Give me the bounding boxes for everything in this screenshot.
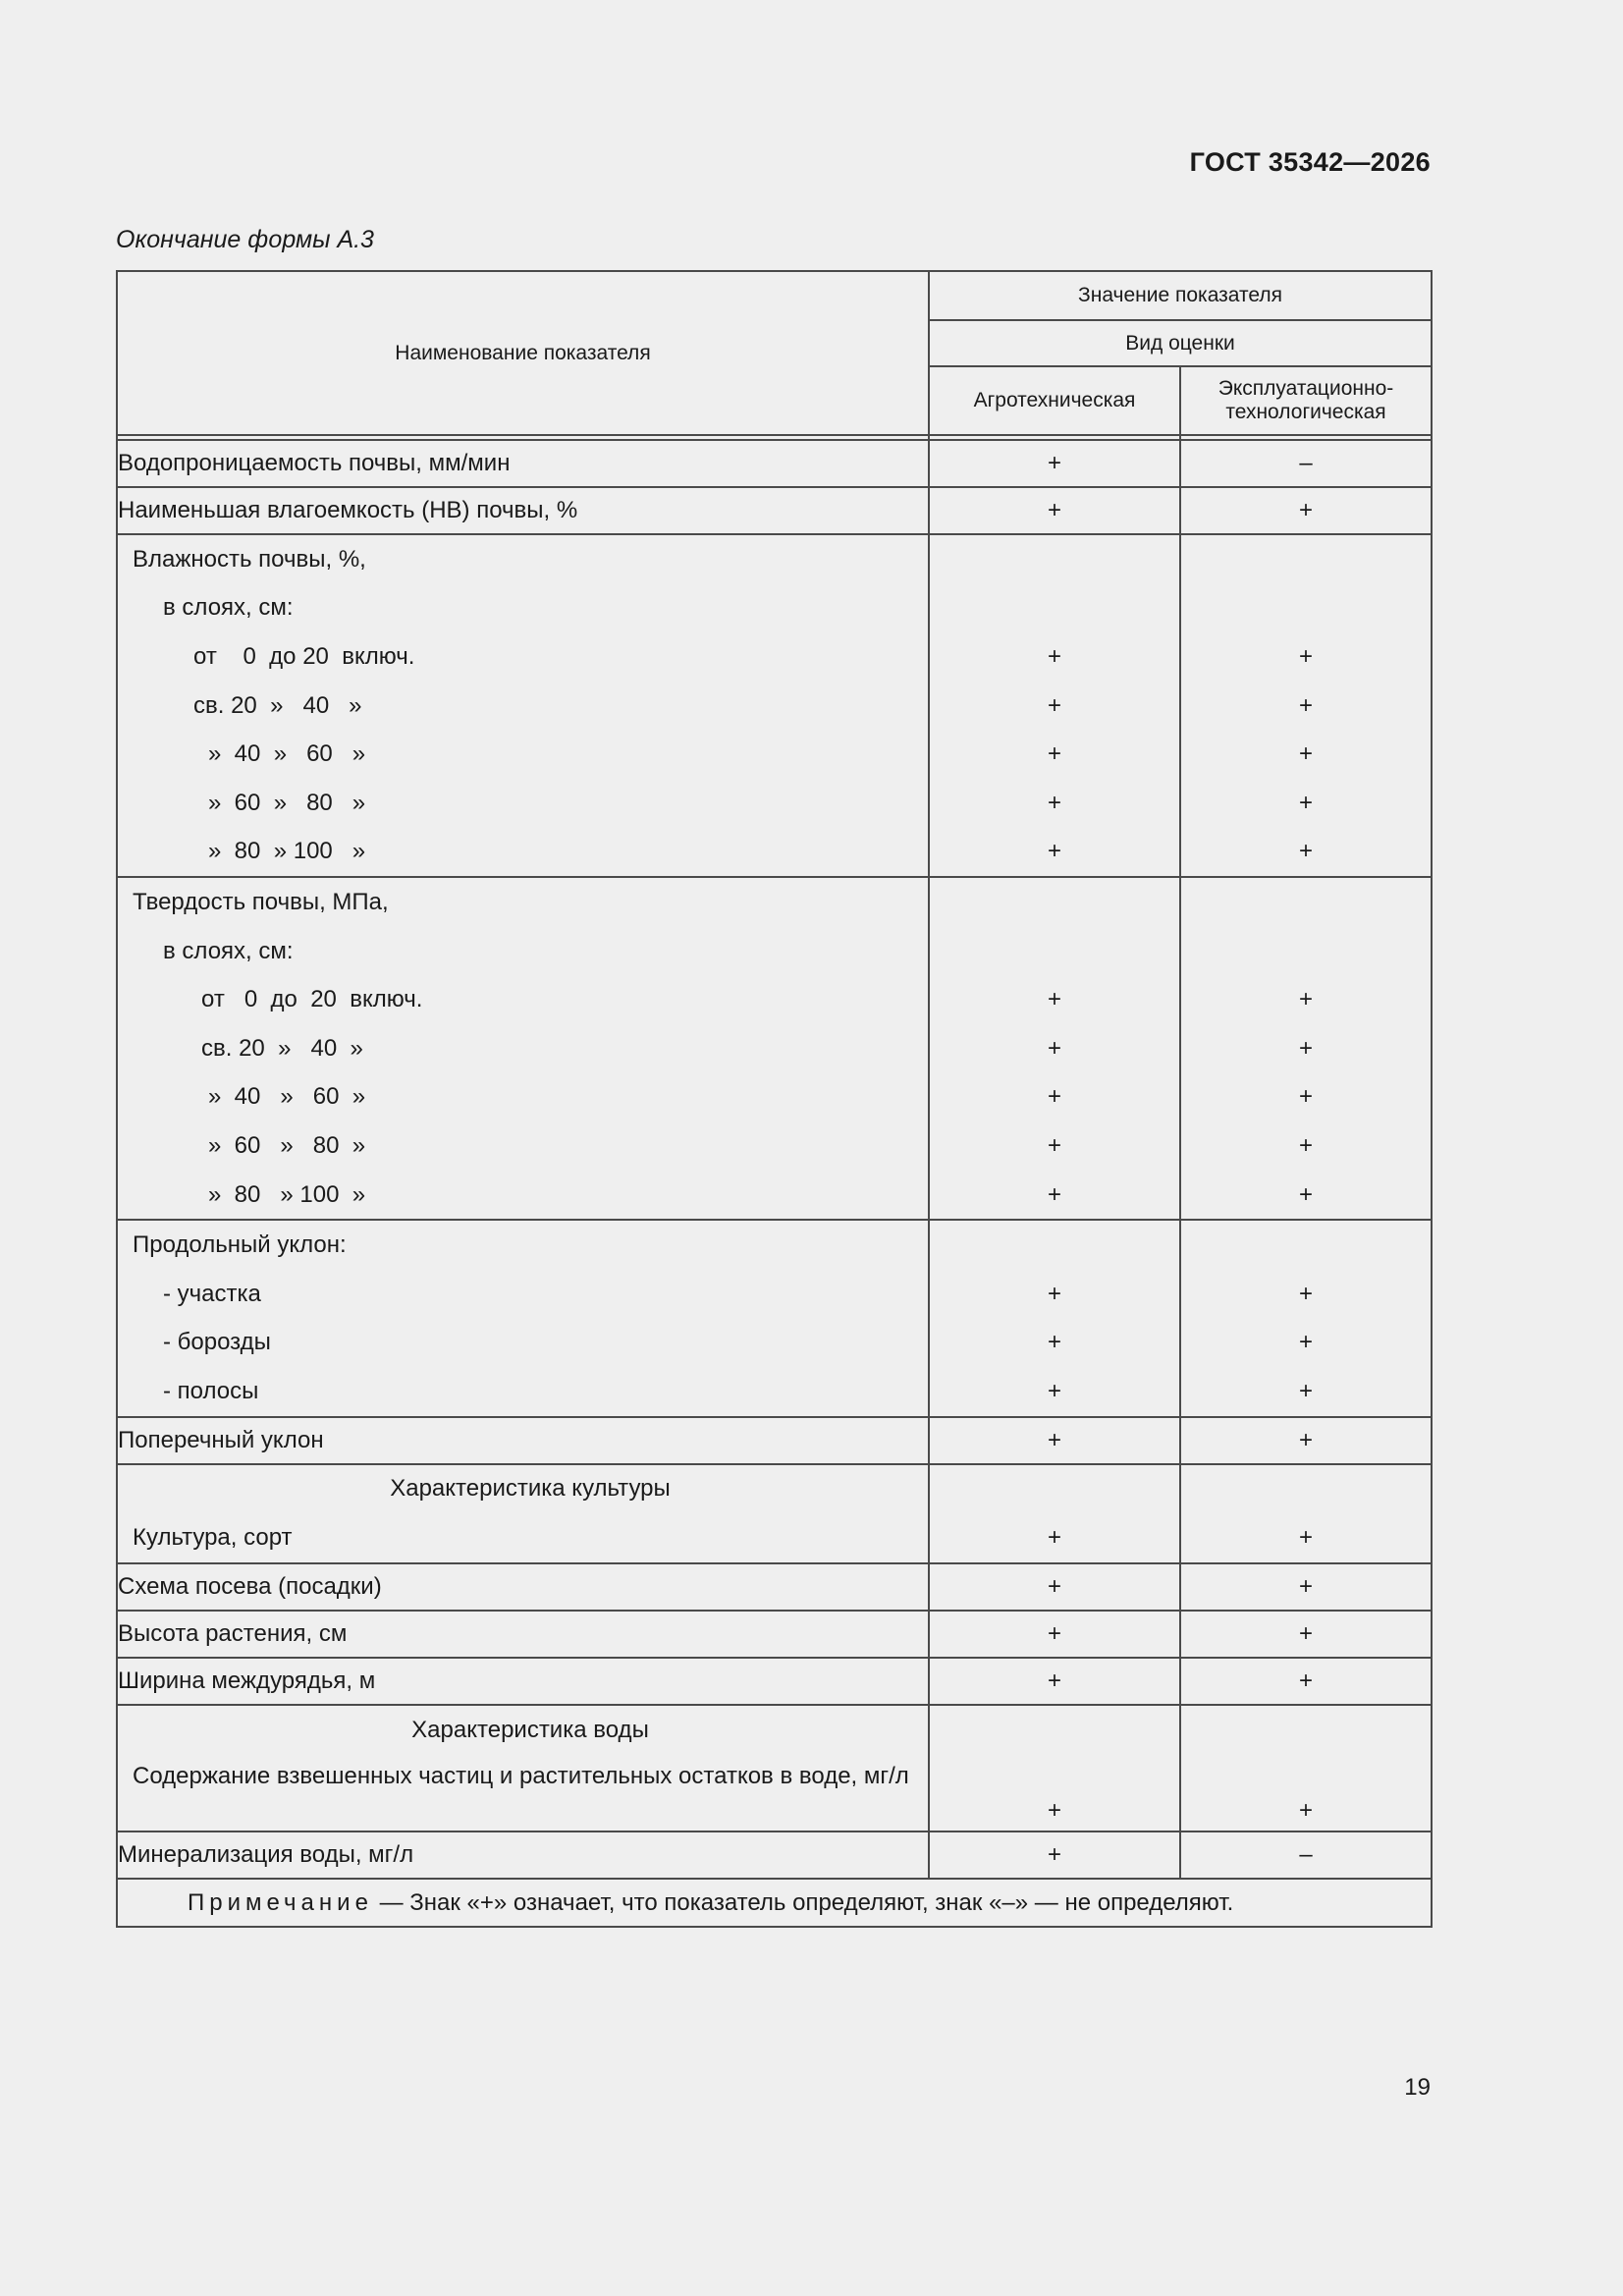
table-note — [117, 1879, 1432, 1927]
row-name: Наименьшая влагоемкость (НВ) почвы, % — [117, 487, 929, 534]
row-value-oper: + — [1299, 642, 1314, 670]
row-value-agro: + — [1047, 642, 1061, 670]
section-title-water: Характеристика воды — [411, 1716, 649, 1743]
layer-label: » 80 » 100 » — [208, 1180, 366, 1208]
row-value-oper: + — [1299, 1329, 1314, 1356]
row-value-agro: + — [929, 1831, 1180, 1879]
row-value-oper: + — [1299, 1524, 1314, 1552]
row-name: Ширина междурядья, м — [117, 1658, 929, 1705]
table-row-group — [117, 1464, 1432, 1563]
page-number: 19 — [1404, 2074, 1431, 2101]
row-value-agro: + — [1047, 1083, 1061, 1111]
indicator-table — [116, 270, 1433, 1928]
row-name: Культура, сорт — [133, 1524, 293, 1552]
layer-label: » 60 » 80 » — [208, 789, 366, 816]
row-value-oper: + — [1299, 838, 1314, 865]
header-operational: Эксплуатационно-технологическая — [1180, 366, 1432, 435]
row-value-agro: + — [1047, 1329, 1061, 1356]
group-subtitle: в слоях, см: — [163, 594, 294, 622]
table-row — [117, 1563, 1432, 1611]
layer-label: » 80 » 100 » — [208, 838, 366, 865]
row-name: Содержание взвешенных частиц и растительных остатков в воде, мг/л — [133, 1763, 909, 1790]
header-indicator-value: Значение показателя — [929, 271, 1432, 320]
table-row-group — [117, 1705, 1432, 1832]
row-value-agro: + — [929, 487, 1180, 534]
row-value-agro: + — [1047, 1131, 1061, 1159]
row-value-oper: + — [1180, 1658, 1432, 1705]
row-value-oper: – — [1180, 1831, 1432, 1879]
layer-label: св. 20 » 40 » — [193, 691, 362, 719]
table-caption: Окончание формы А.3 — [116, 226, 374, 253]
row-name: Схема посева (посадки) — [117, 1563, 929, 1611]
row-value-oper: + — [1180, 1563, 1432, 1611]
table-row — [117, 440, 1432, 487]
group-title: Продольный уклон: — [133, 1231, 347, 1259]
note-text: — Знак «+» означает, что показатель определяют, знак «–» — не определяют. — [372, 1888, 1234, 1916]
table-row-group — [117, 534, 1432, 877]
row-value-agro: + — [929, 1417, 1180, 1464]
row-value-agro: + — [1047, 1034, 1061, 1062]
row-value-oper: + — [1299, 691, 1314, 719]
layer-label: от 0 до 20 включ. — [201, 986, 423, 1013]
row-value-oper: + — [1299, 1083, 1314, 1111]
row-value-oper: + — [1299, 1377, 1314, 1404]
layer-label: » 60 » 80 » — [208, 1131, 366, 1159]
row-name: Водопроницаемость почвы, мм/мин — [117, 440, 929, 487]
row-value-agro: + — [1047, 691, 1061, 719]
table-row-group — [117, 1220, 1432, 1416]
row-value-oper: + — [1299, 1797, 1314, 1825]
layer-label: св. 20 » 40 » — [201, 1034, 363, 1062]
header-agrotechnical: Агротехническая — [929, 366, 1180, 435]
table-row — [117, 1658, 1432, 1705]
row-name: Высота растения, см — [117, 1611, 929, 1658]
table-row — [117, 1831, 1432, 1879]
row-value-oper: + — [1299, 986, 1314, 1013]
section-title-culture: Характеристика культуры — [390, 1475, 671, 1503]
row-value-oper: + — [1299, 789, 1314, 816]
document-code: ГОСТ 35342—2026 — [1189, 147, 1431, 177]
slope-item: - полосы — [163, 1377, 259, 1404]
row-value-oper: + — [1180, 1611, 1432, 1658]
row-value-agro: + — [1047, 1797, 1061, 1825]
row-value-oper: + — [1180, 1417, 1432, 1464]
slope-item: - борозды — [163, 1329, 271, 1356]
table-row-group — [117, 877, 1432, 1220]
group-subtitle: в слоях, см: — [163, 937, 294, 964]
row-value-agro: + — [1047, 1377, 1061, 1404]
row-value-oper: + — [1299, 1131, 1314, 1159]
row-value-oper: + — [1299, 740, 1314, 768]
layer-label: от 0 до 20 включ. — [193, 642, 415, 670]
row-value-agro: + — [1047, 986, 1061, 1013]
row-value-agro: + — [1047, 789, 1061, 816]
table-note-row — [117, 1879, 1432, 1927]
row-value-oper: + — [1299, 1280, 1314, 1307]
row-value-agro: + — [929, 440, 1180, 487]
row-value-oper: – — [1180, 440, 1432, 487]
layer-label: » 40 » 60 » — [208, 740, 366, 768]
row-value-oper: + — [1299, 1180, 1314, 1208]
row-value-oper: + — [1299, 1034, 1314, 1062]
row-value-agro: + — [929, 1658, 1180, 1705]
row-name: Минерализация воды, мг/л — [117, 1831, 929, 1879]
note-label: Примечание — [188, 1888, 373, 1916]
row-value-agro: + — [1047, 740, 1061, 768]
row-value-agro: + — [929, 1611, 1180, 1658]
group-title: Твердость почвы, МПа, — [133, 888, 389, 915]
row-value-agro: + — [1047, 1280, 1061, 1307]
table-row — [117, 1417, 1432, 1464]
table-row — [117, 1611, 1432, 1658]
table-row — [117, 487, 1432, 534]
slope-item: - участка — [163, 1280, 261, 1307]
row-value-oper: + — [1180, 487, 1432, 534]
header-evaluation-kind: Вид оценки — [929, 320, 1432, 366]
group-title: Влажность почвы, %, — [133, 545, 366, 573]
row-value-agro: + — [1047, 838, 1061, 865]
header-indicator-name: Наименование показателя — [117, 271, 929, 435]
row-value-agro: + — [929, 1563, 1180, 1611]
layer-label: » 40 » 60 » — [208, 1083, 366, 1111]
row-value-agro: + — [1047, 1524, 1061, 1552]
row-value-agro: + — [1047, 1180, 1061, 1208]
row-name: Поперечный уклон — [117, 1417, 929, 1464]
